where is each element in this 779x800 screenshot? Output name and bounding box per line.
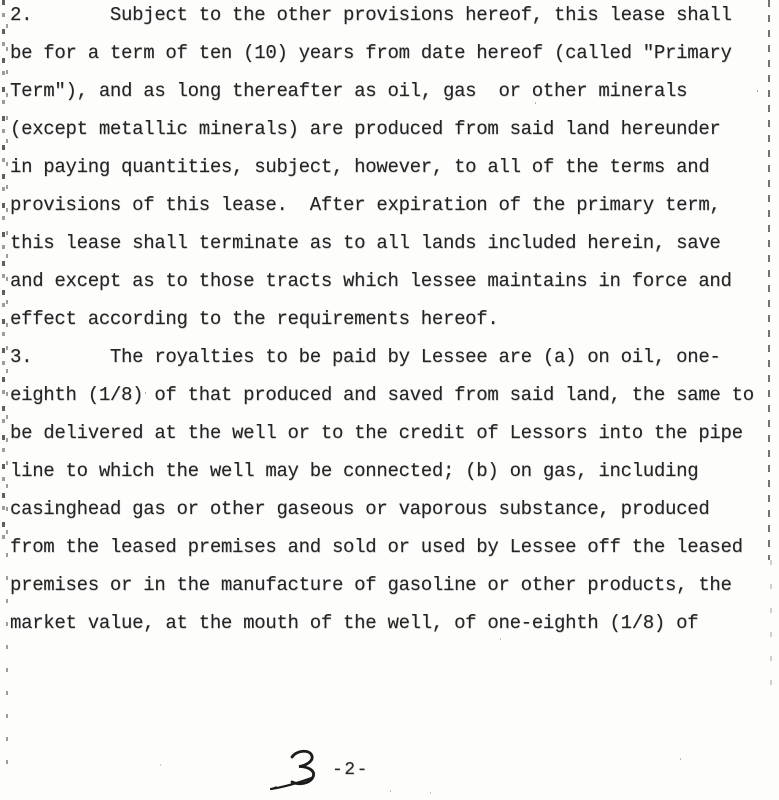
lease-text-block [10,0,770,642]
lease-text-line: be delivered at the well or to the credit of Lessors into the pipe [10,422,743,444]
lease-text-line: market value, at the mouth of the well, of one-eighth (1/8) of [10,612,699,634]
lease-text-line: casinghead gas or other gaseous or vaporous substance, produced [10,498,710,520]
lease-text-line: 3. The royalties to be paid by Lessee are (a) on oil, one- [10,346,721,368]
lease-text-line: in paying quantities, subject, however, to all of the terms and [10,156,710,178]
lease-text-line: Term"), and as long thereafter as oil, gas or other minerals [10,80,688,102]
typed-page-number: -2- [332,760,369,780]
lease-text-line: provisions of this lease. After expiration of the primary term, [10,194,721,216]
right-torn-edge-marks-faint [770,560,772,690]
lease-text-line: from the leased premises and sold or used by Lessee off the leased [10,536,743,558]
handwritten-page-number [268,748,322,794]
lease-text-line: be for a term of ten (10) years from date hereof (called "Primary [10,42,732,64]
lease-text-line: effect according to the requirements hereof. [10,308,499,330]
left-torn-edge-marks-faint [6,24,8,764]
lease-text-line: 2. Subject to the other provisions hereof, this lease shall [10,4,732,26]
lease-text-line: eighth (1/8) of that produced and saved from said land, the same to [10,384,754,406]
lease-text-line: premises or in the manufacture of gasoline or other products, the [10,574,732,596]
left-torn-edge-marks [2,0,5,540]
lease-text-line: (except metallic minerals) are produced from said land hereunder [10,118,721,140]
lease-text-line: this lease shall terminate as to all lands included herein, save [10,232,721,254]
lease-text-line: and except as to those tracts which lessee maintains in force and [10,270,732,292]
lease-text-line: line to which the well may be connected; (b) on gas, including [10,460,699,482]
scan-noise-specks [0,0,1,2]
